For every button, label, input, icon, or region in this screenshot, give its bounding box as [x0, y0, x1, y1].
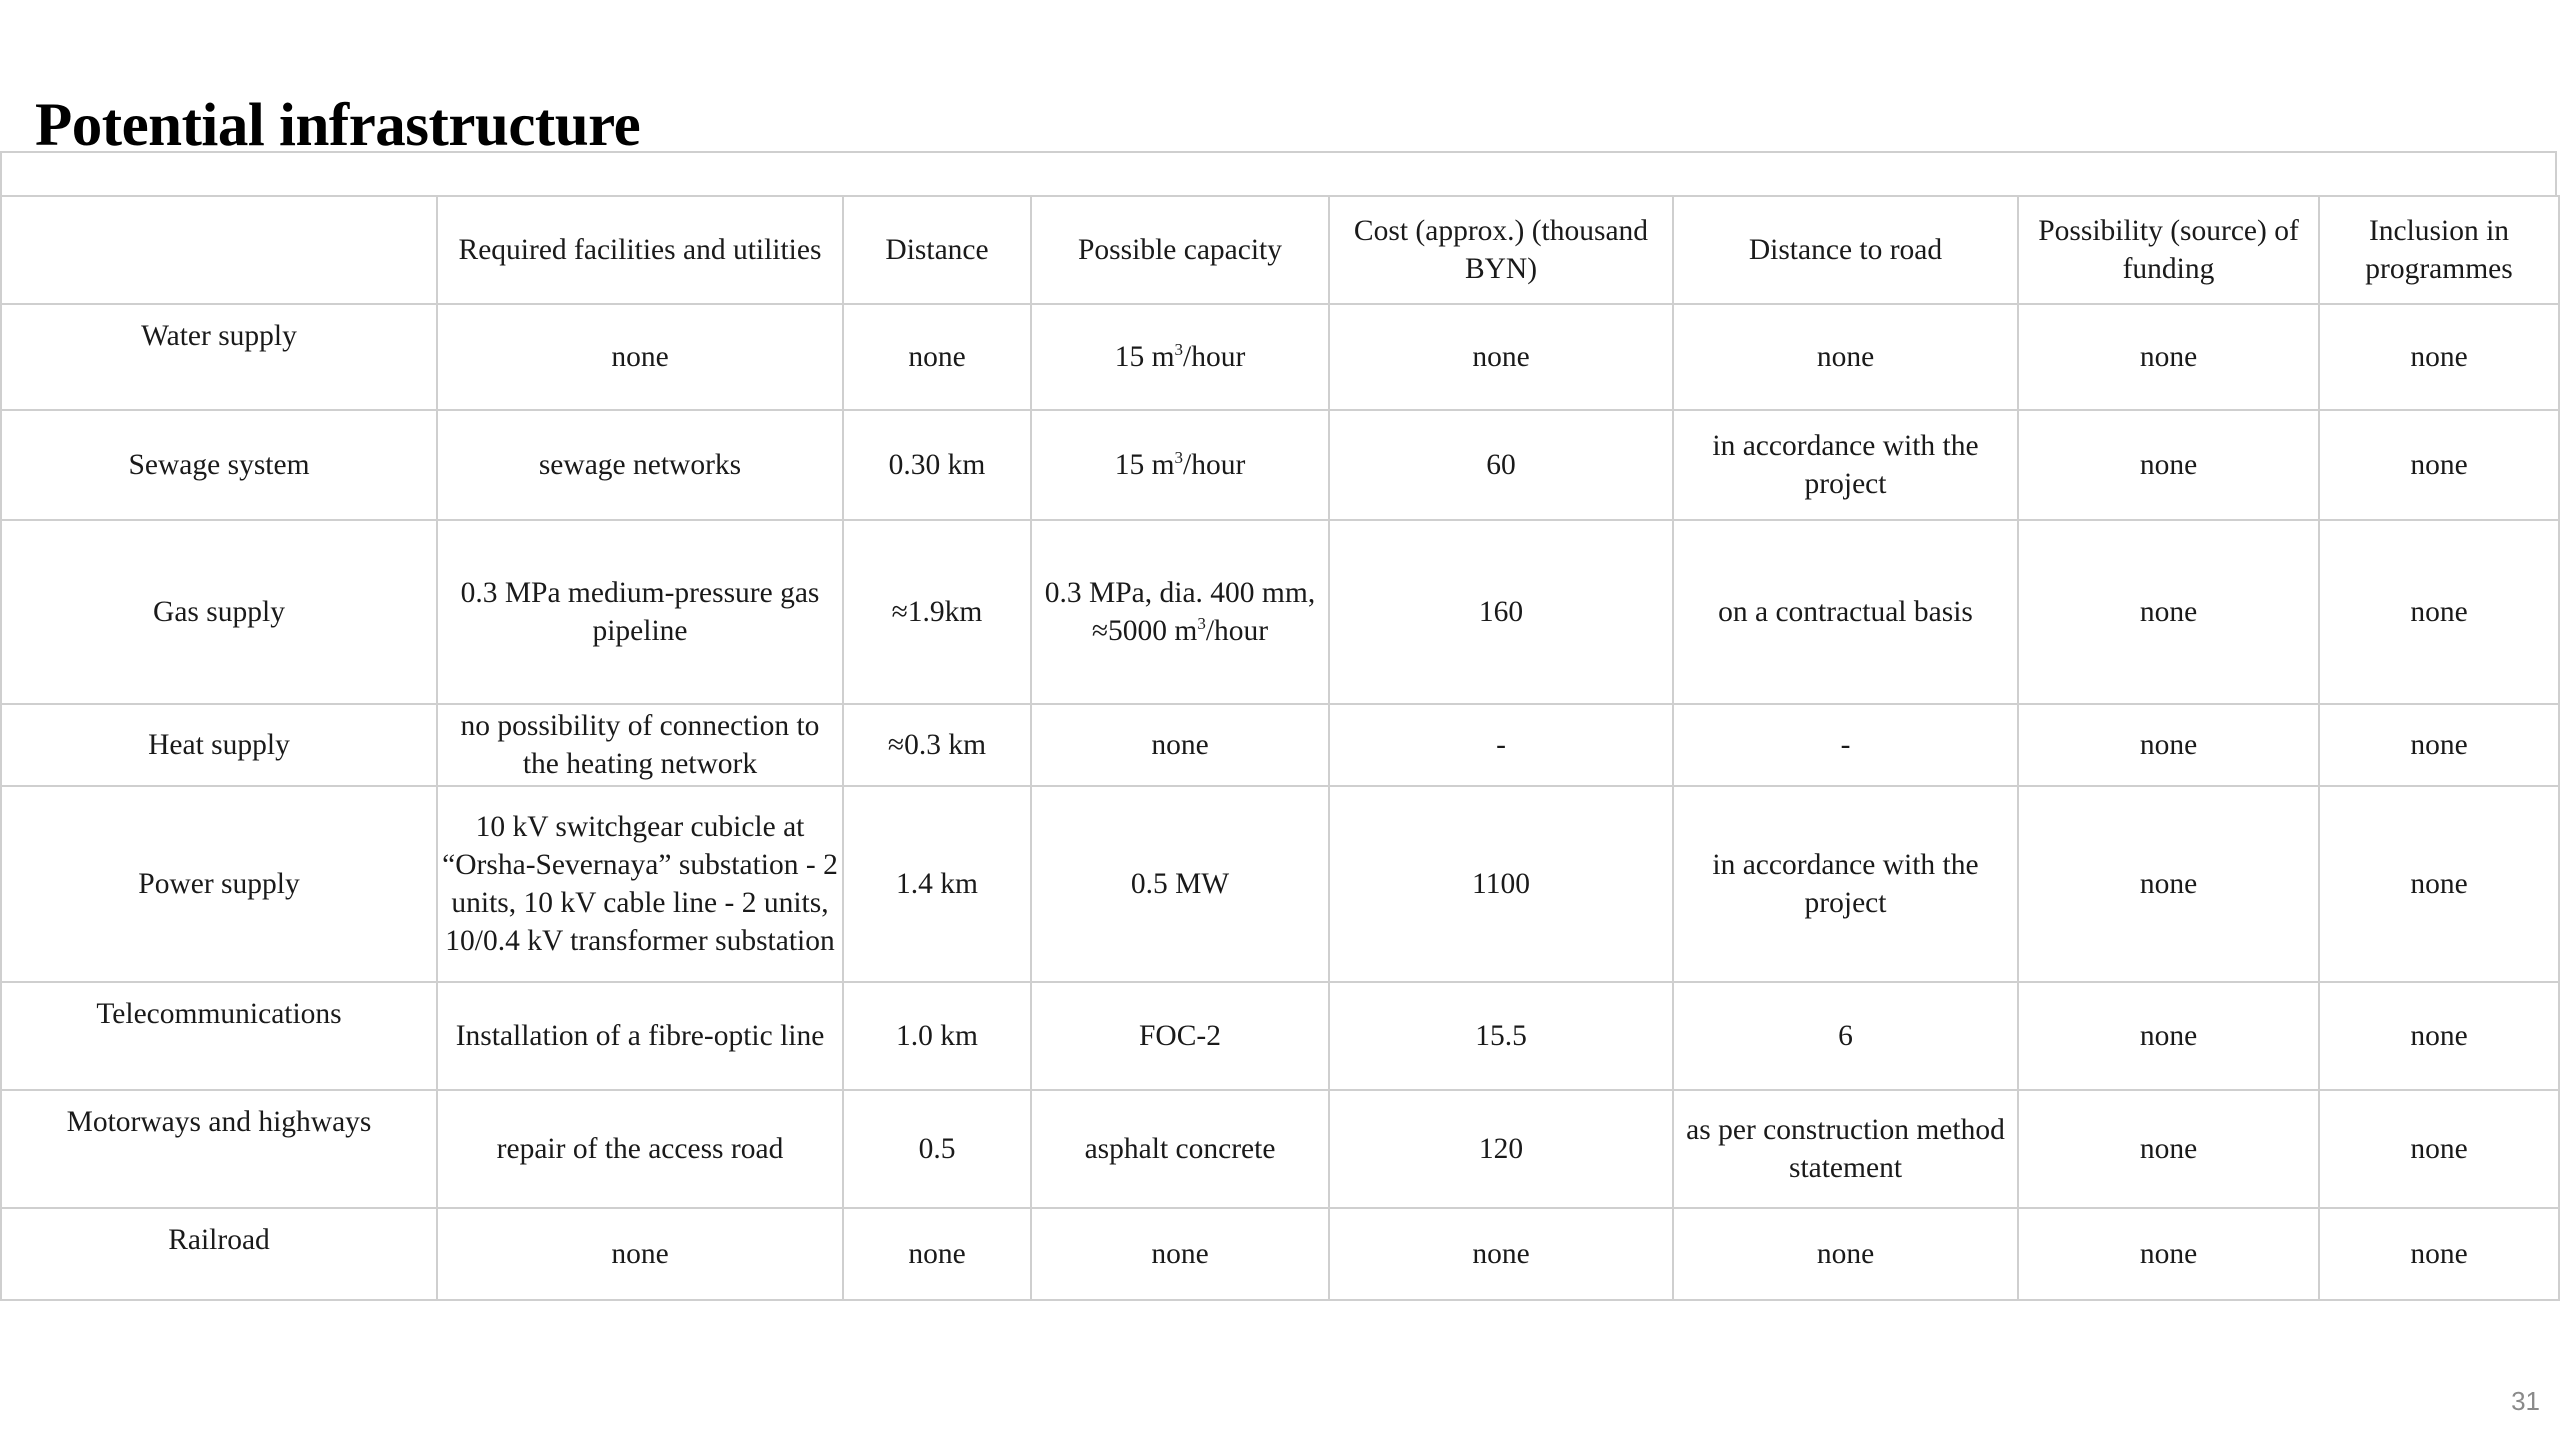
cell-cost: none — [1329, 304, 1673, 410]
cell-distance-to-road: in accordance with the project — [1673, 786, 2018, 982]
table-row-water-supply — [1, 304, 2559, 410]
cell-programmes: none — [2319, 520, 2559, 704]
cell-cost: 60 — [1329, 410, 1673, 520]
row-label-telecommunications: Telecommunications — [1, 982, 437, 1090]
capacity-superscript: 3 — [1197, 614, 1206, 634]
cell-capacity — [1031, 520, 1329, 704]
header-cell-cost: Cost (approx.) (thousand BYN) — [1329, 196, 1673, 304]
cell-cost: 160 — [1329, 520, 1673, 704]
cell-distance-to-road: - — [1673, 704, 2018, 786]
cell-distance: ≈0.3 km — [843, 704, 1031, 786]
table-row-sewage-system — [1, 410, 2559, 520]
capacity-superscript: 3 — [1174, 340, 1184, 360]
capacity-superscript: 3 — [1174, 448, 1184, 468]
cell-distance: 0.5 — [843, 1090, 1031, 1208]
table-row-motorways-and-highways — [1, 1090, 2559, 1208]
cell-funding: none — [2018, 1090, 2319, 1208]
cell-distance-to-road: as per construction method statement — [1673, 1090, 2018, 1208]
row-label-water-supply: Water supply — [1, 304, 437, 410]
capacity-unit: /hour — [1205, 615, 1269, 647]
page-number: 31 — [2511, 1386, 2540, 1416]
cell-cost: 1100 — [1329, 786, 1673, 982]
cell-facilities: repair of the access road — [437, 1090, 843, 1208]
cell-capacity: none — [1031, 1208, 1329, 1300]
row-label-gas-supply: Gas supply — [1, 520, 437, 704]
cell-distance: none — [843, 1208, 1031, 1300]
capacity-unit: /hour — [1183, 341, 1246, 373]
cell-funding: none — [2018, 786, 2319, 982]
cell-programmes: none — [2319, 704, 2559, 786]
table-row-gas-supply — [1, 520, 2559, 704]
header-cell-capacity: Possible capacity — [1031, 196, 1329, 304]
cell-funding: none — [2018, 1208, 2319, 1300]
cell-programmes: none — [2319, 982, 2559, 1090]
row-label-heat-supply: Heat supply — [1, 704, 437, 786]
capacity-unit: /hour — [1183, 449, 1246, 481]
cell-cost: 15.5 — [1329, 982, 1673, 1090]
cell-distance-to-road: in accordance with the project — [1673, 410, 2018, 520]
table-row-railroad — [1, 1208, 2559, 1300]
cell-capacity: asphalt concrete — [1031, 1090, 1329, 1208]
cell-capacity: FOC-2 — [1031, 982, 1329, 1090]
cell-distance-to-road: none — [1673, 304, 2018, 410]
table-row-heat-supply — [1, 704, 2559, 786]
row-label-railroad: Railroad — [1, 1208, 437, 1300]
cell-facilities: Installation of a fibre-optic line — [437, 982, 843, 1090]
cell-cost: none — [1329, 1208, 1673, 1300]
capacity-value: 15 m — [1114, 341, 1175, 373]
cell-programmes: none — [2319, 410, 2559, 520]
cell-facilities: none — [437, 1208, 843, 1300]
table-row-power-supply — [1, 786, 2559, 982]
cell-cost: 120 — [1329, 1090, 1673, 1208]
cell-funding: none — [2018, 304, 2319, 410]
cell-programmes: none — [2319, 786, 2559, 982]
cell-funding: none — [2018, 704, 2319, 786]
cell-distance: ≈1.9km — [843, 520, 1031, 704]
header-cell-facilities: Required facilities and utilities — [437, 196, 843, 304]
header-cell-utility — [1, 196, 437, 304]
header-cell-distance: Distance — [843, 196, 1031, 304]
cell-capacity: 0.5 MW — [1031, 786, 1329, 982]
row-label-sewage-system: Sewage system — [1, 410, 437, 520]
cell-facilities: sewage networks — [437, 410, 843, 520]
cell-funding: none — [2018, 410, 2319, 520]
header-cell-programmes: Inclusion in programmes — [2319, 196, 2559, 304]
header-cell-funding: Possibility (source) of funding — [2018, 196, 2319, 304]
table-header-row — [1, 196, 2559, 304]
cell-programmes: none — [2319, 304, 2559, 410]
header-cell-distance-to-road: Distance to road — [1673, 196, 2018, 304]
cell-distance: 1.0 km — [843, 982, 1031, 1090]
table-row-telecommunications — [1, 982, 2559, 1090]
cell-distance: 0.30 km — [843, 410, 1031, 520]
slide-title: Potential infrastructure — [35, 92, 641, 159]
cell-facilities: no possibility of connection to the heating network — [437, 704, 843, 786]
cell-funding: none — [2018, 520, 2319, 704]
row-label-power-supply: Power supply — [1, 786, 437, 982]
cell-capacity — [1031, 410, 1329, 520]
cell-facilities: none — [437, 304, 843, 410]
table-top-band — [0, 151, 2557, 195]
infrastructure-table — [0, 195, 2560, 1301]
cell-distance: 1.4 km — [843, 786, 1031, 982]
cell-distance-to-road: 6 — [1673, 982, 2018, 1090]
cell-facilities: 0.3 MPa medium-pressure gas pipeline — [437, 520, 843, 704]
capacity-value: 0.3 MPa, dia. 400 mm, ≈5000 m — [1044, 577, 1316, 647]
cell-programmes: none — [2319, 1208, 2559, 1300]
cell-capacity: none — [1031, 704, 1329, 786]
cell-cost: - — [1329, 704, 1673, 786]
cell-capacity — [1031, 304, 1329, 410]
cell-funding: none — [2018, 982, 2319, 1090]
cell-facilities: 10 kV switchgear cubicle at “Orsha-Severnaya” substation - 2 units, 10 kV cable line - 2 units, 10/0.4 kV transformer substation — [437, 786, 843, 982]
cell-distance-to-road: on a contractual basis — [1673, 520, 2018, 704]
row-label-motorways-and-highways: Motorways and highways — [1, 1090, 437, 1208]
capacity-value: 15 m — [1114, 449, 1175, 481]
cell-programmes: none — [2319, 1090, 2559, 1208]
cell-distance-to-road: none — [1673, 1208, 2018, 1300]
cell-distance: none — [843, 304, 1031, 410]
